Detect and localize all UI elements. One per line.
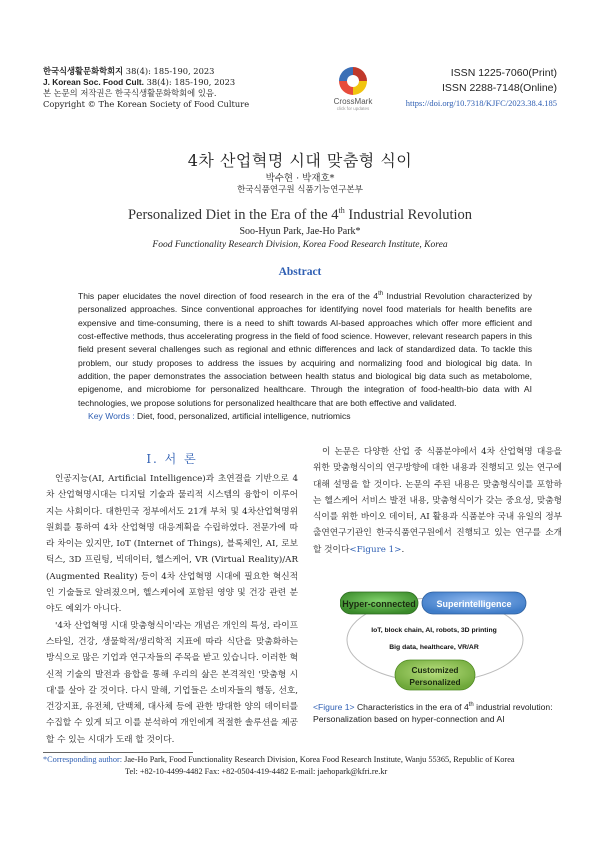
journal-header <box>43 66 293 110</box>
doi-link[interactable]: https://doi.org/10.7318/KJFC/2023.38.4.185 <box>405 98 557 108</box>
affiliation-korean: 한국식품연구원 식품기능연구본부 <box>237 185 363 195</box>
journal-volume-ko: 38(4): 185-190, 2023 <box>123 66 215 76</box>
crossmark-badge[interactable] <box>330 67 376 111</box>
abstract-text <box>78 288 532 410</box>
crossmark-icon <box>339 67 367 95</box>
figure-1-number: <Figure 1> <box>313 701 355 712</box>
journal-name-ko: 한국식생활문화학회지 <box>43 66 124 76</box>
copyright-en: Copyright © The Korean Society of Food Culture <box>43 99 250 109</box>
hyper-connected-label: Hyper-connected <box>342 599 416 609</box>
technologies-line-2: Big data, healthcare, VR/AR <box>389 644 479 651</box>
issn-print: ISSN 1225-7060(Print) <box>450 67 557 79</box>
technologies-line-1: IoT, block chain, AI, robots, 3D printing <box>371 627 497 634</box>
figure-1-caption-post: industrial revolution: Personalization based on hyper-connection and AI <box>313 701 553 724</box>
section-heading: I. 서 론 <box>146 452 198 466</box>
intro-paragraph-2: '4차 산업혁명 시대 맞춤형식이'라는 개념은 개인의 특성, 라이프스타일, 건강, 생물학적/생리학적 지표에 따라 식단을 맞춤화하는 방식으로 많은 기업과 연구자들의 주목을 받고 있습니다. 이러한 혁신적 기술의 발전과 융합을 통해 우리의 삶은 본격적인 '맞춤형 시대'를 살아 갈 것이다. 다시 말해, 기업들은 소비자들의 행동, 선호, 건강지표, 유전체, 단백체, 대사체 등에 관한 방대한 양의 데이터를 수집할 수 있게 되고 이를 분석하여 개인에게 적절한 솔루션을 제공할 수 있는 시대가 도래 할 것이다. <box>46 620 298 745</box>
customized-label: Customized <box>411 665 459 675</box>
title-korean: 4차 산업혁명 시대 맞춤형 식이 <box>187 151 413 170</box>
figure-1-diagram <box>340 590 530 710</box>
left-column <box>46 471 298 748</box>
figure-1-caption <box>313 699 563 725</box>
journal-volume-en: 38(4): 185-190, 2023 <box>143 77 236 87</box>
title-english-sup: th <box>338 206 345 215</box>
issn-block <box>406 66 557 111</box>
copyright-ko: 본 논문의 저작권은 한국식생활문화학회에 있음. <box>43 88 217 98</box>
contact-info: Tel: +82-10-4499-4482 Fax: +82-0504-419-4482 E-mail: jaehopark@kfri.re.kr <box>125 766 388 776</box>
issn-online: ISSN 2288-7148(Online) <box>442 82 557 94</box>
figure-1-caption-sup: th <box>468 702 474 708</box>
personalized-label: Personalized <box>409 677 461 687</box>
affiliation-english: Food Functionality Research Division, Korea Food Research Institute, Korea <box>152 240 448 250</box>
keywords-text: Diet, food, personalized, artificial intelligence, nutriomics <box>134 411 351 421</box>
figure-citation[interactable]: <Figure 1> <box>349 544 402 555</box>
abstract-heading: Abstract <box>278 266 322 278</box>
corresponding-author-label: *Corresponding author: <box>43 755 123 764</box>
crossmark-sub: click for updates <box>336 106 370 111</box>
abstract-text-pre: This paper elucidates the novel direction of food research in the era of the 4 <box>78 290 379 301</box>
journal-name-en: J. Korean Soc. Food Cult. <box>43 77 144 87</box>
intro-paragraph-3 <box>313 444 562 558</box>
figure-1-caption-pre: Characteristics in the era of 4 <box>354 701 469 712</box>
authors-english: Soo-Hyun Park, Jae-Ho Park* <box>239 226 361 237</box>
authors-korean: 박수현 · 박재호* <box>265 173 335 184</box>
abstract-sup: th <box>378 291 384 297</box>
title-english-post: Industrial Revolution <box>344 206 473 223</box>
title-english-pre: Personalized Diet in the Era of the 4 <box>127 206 339 223</box>
footnote-rule <box>43 752 193 753</box>
intro-paragraph-3-text: 이 논문은 다양한 산업 중 식품분야에서 4차 산업혁명 대응을 위한 맞춤형식이의 연구방향에 대한 내용과 진행되고 있는 연구에 대해 설명을 할 것이다. 논문의 주된 내용은 맞춤형식이를 포함하는 헬스케어 서비스 발전 내용, 맞춤형식이가 갖는 중요성, 맞춤형식이를 위한 바이오 데이터, AI 활용과 식품분야 국내 유일의 정부출연연구기관인 한국식품연구원에서 진행되고 있는 연구를 소개 할 것이다 <box>313 447 562 555</box>
abstract-text-post: Industrial Revolution characterized by personalized approaches. Since conventional approaches for identifying novel food materials for health benefits are expensive and time-consuming, there is a need to shift towards AI-based approaches which offer more efficient and cost-effective methods, thus accelerating progress in the field of food science. However, relevant research papers in this field present several challenges such as regional and ethnic differences and lack of standardized data. To tackle this problem, our study proposes to address the issues by acquiring and normalizing food and biological big data. In addition, the paper demonstrates the association between health status and biological big data such as metabolome, epigenome, and microbiome for personalized healthcare. Through the integration of food-health-bio data with AI technologies, we propose solutions for personalized healthcare that are both effective and validated. <box>78 290 532 408</box>
keywords-label: Key Words : <box>88 411 135 421</box>
footnote <box>43 754 563 777</box>
corresponding-author-text: Jae-Ho Park, Food Functionality Research Division, Korea Food Research Institute, Wanju 55365, Republic of Korea <box>122 755 515 764</box>
intro-paragraph-3-end: . <box>401 544 405 555</box>
right-column <box>313 444 562 558</box>
intro-paragraph-1: 인공지능(AI, Artificial Intelligence)과 초연결을 기반으로 4차 산업혁명시대는 디지털 기술과 물리적 시스템의 융합이 이루어지는 사회이다. 대한민국 정부에서도 21개 부처 및 4차산업혁명위원회를 통하여 4차 산업혁명 대응계획을 수립하였다. 전문가에 따라 차이는 있지만, IoT (Internet of Things), 블록체인, AI, 로보틱스, 3D 프린팅, 빅데이터, 헬스케어, VR (Virtual Reality)/AR (Augmented Reality) 등이 4차 산업혁명 시대에 필요한 혁신적인 기술들로 알려졌으며, 헬스케어에 포함된 영양 및 건강 관련 분야도 예외가 아니다. <box>46 474 298 615</box>
keywords <box>88 411 351 421</box>
superintelligence-label: Superintelligence <box>436 599 512 609</box>
crossmark-label: CrossMark <box>333 97 373 106</box>
title-english <box>0 206 600 224</box>
